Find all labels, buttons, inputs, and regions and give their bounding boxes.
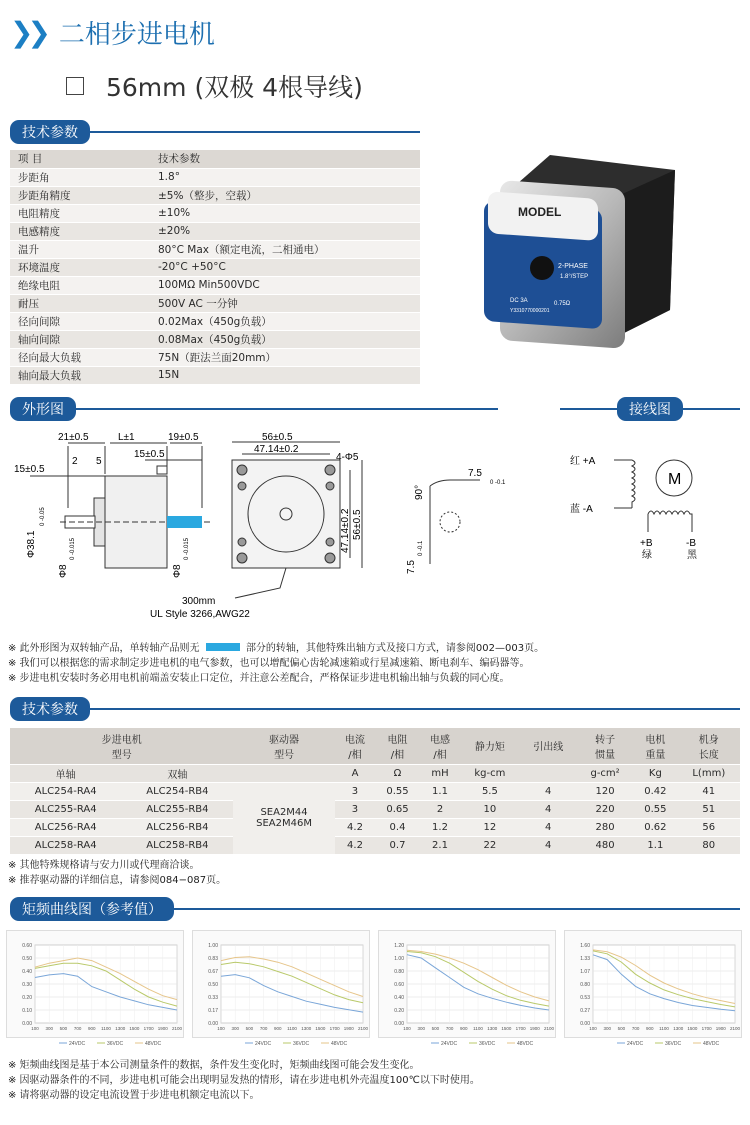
- cell: 4.2: [335, 818, 376, 836]
- spec-label: 轴向间隙: [10, 330, 150, 348]
- col-header: 静力矩: [460, 728, 519, 764]
- spec-label: 电感精度: [10, 222, 150, 240]
- x-tick-label: 2100: [543, 1026, 555, 1031]
- cell: 0.62: [633, 818, 677, 836]
- motor-phase-text: 2-PHASE: [558, 263, 588, 270]
- section-title: 接线图: [617, 397, 683, 421]
- unit-cell: kg-cm: [460, 764, 519, 782]
- cell: 4: [519, 782, 577, 800]
- x-tick-label: 700: [631, 1026, 640, 1031]
- dim-tolerance: 0 -0.1: [490, 480, 506, 486]
- unit-cell: A: [335, 764, 376, 782]
- note-line: ※ 请将驱动器的设定电流设置于步进电机额定电流以下。: [8, 1090, 260, 1101]
- cell: 2: [420, 800, 461, 818]
- cell: ALC254-RB4: [121, 782, 233, 800]
- wire-red-label: 红 +A: [570, 456, 596, 467]
- rear-shaft-highlight: [167, 516, 202, 528]
- y-tick-label: 0.10: [22, 1008, 32, 1014]
- y-tick-label: 0.80: [580, 982, 590, 988]
- section-title: 外形图: [10, 397, 76, 421]
- col-header: 转子 惯量: [577, 728, 633, 764]
- wire-black-label: 黑: [687, 550, 697, 561]
- spec-value: -20°C +50°C: [150, 258, 420, 276]
- col-header: 驱动器 型号: [233, 728, 334, 764]
- unit-cell: 单轴: [10, 764, 121, 782]
- legend-label: 24VDC: [441, 1041, 458, 1047]
- spec-row: [10, 204, 420, 222]
- cell: 2.1: [420, 836, 461, 854]
- unit-cell: 双轴: [121, 764, 233, 782]
- cell: 4.2: [335, 836, 376, 854]
- spec-row: [10, 150, 420, 168]
- cell: 120: [577, 782, 633, 800]
- spec-value: 1.8°: [150, 168, 420, 186]
- legend-label: 36VDC: [479, 1041, 496, 1047]
- y-tick-label: 0.40: [394, 995, 404, 1001]
- x-tick-label: 1300: [673, 1026, 684, 1031]
- legend-label: 48VDC: [703, 1041, 720, 1047]
- torque-curve-chart-2: [192, 930, 370, 1047]
- section-header-wiring: [560, 398, 740, 420]
- y-tick-label: 1.00: [394, 956, 404, 962]
- motor-model-text: MODEL: [518, 205, 562, 219]
- cell: 0.65: [375, 800, 419, 818]
- col-header: 引出线: [519, 728, 577, 764]
- x-tick-label: 2100: [171, 1026, 183, 1031]
- x-tick-label: 1100: [659, 1026, 669, 1031]
- table-row: [10, 836, 740, 854]
- motor-ohm-text: 0.75Ω: [554, 301, 571, 307]
- x-tick-label: 1900: [157, 1026, 168, 1031]
- x-tick-label: 1100: [473, 1026, 483, 1031]
- spec-value: 500V AC 一分钟: [150, 294, 420, 312]
- spec-row: [10, 348, 420, 366]
- cell: 280: [577, 818, 633, 836]
- cell: ALC254-RA4: [10, 782, 121, 800]
- cell: 480: [577, 836, 633, 854]
- spec-value: 75N（距法兰面20mm）: [150, 348, 420, 366]
- checkbox-icon: [66, 77, 84, 95]
- section-divider: [683, 408, 740, 410]
- torque-curve-chart-4: [564, 930, 742, 1047]
- dim-label: 56±0.5: [262, 432, 293, 443]
- legend-label: 24VDC: [255, 1041, 272, 1047]
- cell: 1.1: [633, 836, 677, 854]
- x-tick-label: 700: [259, 1026, 268, 1031]
- unit-cell: Ω: [375, 764, 419, 782]
- motor-symbol: M: [668, 471, 682, 488]
- wiring-diagram: [570, 440, 740, 570]
- spec-row: [10, 330, 420, 348]
- outline-notes: [8, 641, 743, 686]
- section-title: 矩频曲线图（参考值）: [10, 897, 174, 921]
- cell: 220: [577, 800, 633, 818]
- cell: ALC255-RA4: [10, 800, 121, 818]
- cell: 41: [678, 782, 740, 800]
- cell: ALC258-RB4: [121, 836, 233, 854]
- col-header: 电感 /相: [420, 728, 461, 764]
- model-table: [10, 728, 740, 855]
- y-tick-label: 1.60: [580, 943, 590, 949]
- spec-value: 技术参数: [150, 150, 420, 168]
- table-row: [10, 782, 740, 800]
- x-tick-label: 100: [31, 1026, 39, 1031]
- y-tick-label: 0.60: [394, 982, 404, 988]
- legend-label: 48VDC: [331, 1041, 348, 1047]
- y-tick-label: 1.20: [394, 943, 404, 949]
- x-tick-label: 300: [417, 1026, 425, 1031]
- cell: 4: [519, 818, 577, 836]
- y-tick-label: 0.20: [22, 995, 32, 1001]
- y-tick-label: 0.20: [394, 1008, 404, 1014]
- x-tick-label: 1500: [501, 1026, 512, 1031]
- legend-label: 48VDC: [145, 1041, 162, 1047]
- col-header: 电流 /相: [335, 728, 376, 764]
- dim-label: 47.14±0.2: [254, 444, 299, 455]
- x-tick-label: 1900: [529, 1026, 540, 1031]
- x-tick-label: 1300: [115, 1026, 126, 1031]
- section-divider: [174, 908, 740, 910]
- dim-label: 7.5: [468, 468, 482, 479]
- cell: 0.42: [633, 782, 677, 800]
- dim-tolerance: 0 -0.015: [184, 537, 190, 560]
- spec-label: 步距角精度: [10, 186, 150, 204]
- dim-label: Φ38.1: [26, 530, 37, 558]
- legend-label: 36VDC: [107, 1041, 124, 1047]
- unit-cell: L(mm): [678, 764, 740, 782]
- section-title: 技术参数: [10, 697, 90, 721]
- x-tick-label: 900: [460, 1026, 468, 1031]
- spec-table: [10, 150, 420, 385]
- table-header-row: [10, 728, 740, 764]
- spec-label: 步距角: [10, 168, 150, 186]
- x-tick-label: 1700: [701, 1026, 712, 1031]
- y-tick-label: 0.00: [394, 1021, 404, 1027]
- cell: 80: [678, 836, 740, 854]
- spec-value: ±5%（整步，空载）: [150, 186, 420, 204]
- driver-model: SEA2M46M: [256, 818, 312, 829]
- double-chevron-icon: ❯❯: [10, 16, 45, 49]
- x-tick-label: 2100: [729, 1026, 741, 1031]
- dim-label: 56±0.5: [352, 509, 363, 540]
- torque-curves: [6, 930, 742, 1047]
- cable-spec-label: UL Style 3266,AWG22: [150, 609, 250, 620]
- torque-curve-chart-1: [6, 930, 184, 1047]
- section-divider: [560, 408, 617, 410]
- y-tick-label: 1.33: [580, 956, 590, 962]
- x-tick-label: 100: [403, 1026, 411, 1031]
- x-tick-label: 500: [59, 1026, 68, 1031]
- x-tick-label: 1300: [301, 1026, 312, 1031]
- curve-notes: [8, 1058, 743, 1103]
- spec-label: 温升: [10, 240, 150, 258]
- wire-b-plus-label: +B: [640, 538, 653, 549]
- cell: 12: [460, 818, 519, 836]
- x-tick-label: 1300: [487, 1026, 498, 1031]
- spec-label: 轴向最大负载: [10, 366, 150, 384]
- x-tick-label: 1700: [143, 1026, 154, 1031]
- cell: ALC258-RA4: [10, 836, 121, 854]
- wire-green-label: 绿: [642, 550, 652, 561]
- section-divider: [90, 708, 740, 710]
- cell: 10: [460, 800, 519, 818]
- dim-label: 4-Φ5: [336, 452, 359, 463]
- y-tick-label: 0.60: [22, 943, 32, 949]
- cell: 1.1: [420, 782, 461, 800]
- dim-label: Φ8: [58, 564, 69, 578]
- spec-row: [10, 366, 420, 384]
- table-unit-row: [10, 764, 740, 782]
- x-tick-label: 1100: [287, 1026, 297, 1031]
- motor-serial-text: Y3310770000201: [510, 308, 550, 314]
- cell: 3: [335, 782, 376, 800]
- y-tick-label: 0.00: [208, 1021, 218, 1027]
- cell: 4: [519, 836, 577, 854]
- x-tick-label: 700: [73, 1026, 82, 1031]
- note-line: ※ 步进电机安装时务必用电机前端盖安装止口定位，并注意公差配合，严格保证步进电机输出轴与负载的同心度。: [8, 673, 510, 684]
- spec-label: 径向间隙: [10, 312, 150, 330]
- motor-dc-text: DC 3A: [510, 298, 528, 304]
- motor-step-text: 1.8°/STEP: [560, 274, 589, 280]
- legend-label: 36VDC: [665, 1041, 682, 1047]
- section-divider: [90, 131, 420, 133]
- wire-b-minus-label: -B: [686, 538, 696, 549]
- section-header-outline: [10, 398, 498, 420]
- subtitle-block: [66, 68, 363, 104]
- legend-label: 24VDC: [69, 1041, 86, 1047]
- dim-label: Φ8: [172, 564, 183, 578]
- section-divider: [76, 408, 498, 410]
- outline-drawing: [10, 428, 520, 628]
- unit-cell: Kg: [633, 764, 677, 782]
- y-tick-label: 0.00: [22, 1021, 32, 1027]
- cell: 56: [678, 818, 740, 836]
- driver-model: SEA2M44: [260, 807, 308, 818]
- cell: 0.4: [375, 818, 419, 836]
- dim-label: 2: [72, 456, 78, 467]
- dim-label: 21±0.5: [58, 432, 89, 443]
- unit-cell: g-cm²: [577, 764, 633, 782]
- x-tick-label: 100: [589, 1026, 597, 1031]
- col-header: 电机 重量: [633, 728, 677, 764]
- col-header: 步进电机 型号: [10, 728, 233, 764]
- x-tick-label: 300: [45, 1026, 53, 1031]
- spec-value: 0.02Max（450g负载）: [150, 312, 420, 330]
- x-tick-label: 1700: [515, 1026, 526, 1031]
- x-tick-label: 700: [445, 1026, 454, 1031]
- motor-photo: [470, 150, 680, 340]
- model-notes: [8, 858, 226, 888]
- note-line: ※ 矩频曲线图是基于本公司测量条件的数据，条件发生变化时，矩频曲线图可能会发生变化。: [8, 1060, 420, 1071]
- spec-label: 绝缘电阻: [10, 276, 150, 294]
- spec-value: 80°C Max（额定电流，二相通电）: [150, 240, 420, 258]
- x-tick-label: 500: [617, 1026, 626, 1031]
- cell: ALC255-RB4: [121, 800, 233, 818]
- x-tick-label: 1700: [329, 1026, 340, 1031]
- cell: 1.2: [420, 818, 461, 836]
- y-tick-label: 1.07: [580, 969, 590, 975]
- cell: 51: [678, 800, 740, 818]
- table-row: [10, 800, 740, 818]
- x-tick-label: 1500: [315, 1026, 326, 1031]
- y-tick-label: 0.83: [208, 956, 218, 962]
- x-tick-label: 1100: [101, 1026, 111, 1031]
- spec-row: [10, 240, 420, 258]
- dim-tolerance: 0 -0.05: [40, 507, 46, 526]
- x-tick-label: 500: [245, 1026, 254, 1031]
- spec-label: 电阻精度: [10, 204, 150, 222]
- y-tick-label: 0.53: [580, 995, 590, 1001]
- wire-blue-label: 蓝 -A: [570, 504, 593, 515]
- x-tick-label: 900: [646, 1026, 654, 1031]
- x-tick-label: 1900: [343, 1026, 354, 1031]
- section-header-specs: [10, 121, 420, 143]
- note-line: ※ 我们可以根据您的需求制定步进电机的电气参数，也可以增配偏心齿轮减速箱或行星减速箱、断电刹车、编码器等。: [8, 658, 530, 669]
- x-tick-label: 300: [231, 1026, 239, 1031]
- page-title-block: [10, 14, 215, 51]
- cell: 22: [460, 836, 519, 854]
- note-line: ※ 因驱动器条件的不同，步进电机可能会出现明显发热的情形，请在步进电机外壳温度100℃以下时使用。: [8, 1075, 480, 1086]
- section-title: 技术参数: [10, 120, 90, 144]
- dim-label: 19±0.5: [168, 432, 199, 443]
- x-tick-label: 900: [274, 1026, 282, 1031]
- unit-cell: [233, 764, 334, 782]
- dim-label: 47.14±0.2: [340, 508, 351, 553]
- x-tick-label: 2100: [357, 1026, 369, 1031]
- dim-label: 7.5: [406, 560, 417, 574]
- cell: 0.55: [375, 782, 419, 800]
- cell: ALC256-RB4: [121, 818, 233, 836]
- y-tick-label: 0.30: [22, 982, 32, 988]
- y-tick-label: 0.50: [208, 982, 218, 988]
- dim-label: 15±0.5: [14, 464, 45, 475]
- spec-label: 耐压: [10, 294, 150, 312]
- spec-row: [10, 276, 420, 294]
- unit-cell: mH: [420, 764, 461, 782]
- spec-value: ±10%: [150, 204, 420, 222]
- spec-row: [10, 222, 420, 240]
- cell: 3: [335, 800, 376, 818]
- spec-value: 15N: [150, 366, 420, 384]
- cable-length-label: 300mm: [182, 596, 216, 607]
- cell: ALC256-RA4: [10, 818, 121, 836]
- dim-label: 90°: [414, 484, 425, 500]
- spec-value: ±20%: [150, 222, 420, 240]
- spec-label: 环境温度: [10, 258, 150, 276]
- x-tick-label: 500: [431, 1026, 440, 1031]
- spec-row: [10, 258, 420, 276]
- dim-label: L±1: [118, 432, 135, 443]
- dim-tolerance: 0 -0.015: [70, 537, 76, 560]
- section-header-models: [10, 698, 740, 720]
- table-row: [10, 818, 740, 836]
- spec-label: 项 目: [10, 150, 150, 168]
- cell: 4: [519, 800, 577, 818]
- cell: 5.5: [460, 782, 519, 800]
- spec-row: [10, 168, 420, 186]
- col-header: 电阻 /相: [375, 728, 419, 764]
- torque-curve-chart-3: [378, 930, 556, 1047]
- note-line: ※ 推荐驱动器的详细信息，请参阅084−087页。: [8, 875, 227, 886]
- unit-cell: [519, 764, 577, 782]
- y-tick-label: 0.27: [580, 1008, 590, 1014]
- dim-label: 15±0.5: [134, 449, 165, 460]
- x-tick-label: 1500: [129, 1026, 140, 1031]
- spec-value: 0.08Max（450g负载）: [150, 330, 420, 348]
- y-tick-label: 0.40: [22, 969, 32, 975]
- y-tick-label: 0.80: [394, 969, 404, 975]
- note-line: ※ 其他特殊规格请与安力川或代理商洽谈。: [8, 860, 200, 871]
- x-tick-label: 900: [88, 1026, 96, 1031]
- x-tick-label: 1500: [687, 1026, 698, 1031]
- page-subtitle: 56mm (双极 4根导线): [106, 73, 363, 102]
- note-text: 部分的转轴，其他特殊出轴方式及接口方式，请参阅002—003页。: [245, 643, 545, 654]
- y-tick-label: 0.17: [208, 1008, 218, 1014]
- x-tick-label: 100: [217, 1026, 225, 1031]
- driver-cell: [233, 782, 334, 854]
- section-header-curves: [10, 898, 740, 920]
- cell: 0.7: [375, 836, 419, 854]
- shaft-color-swatch: [206, 643, 240, 651]
- x-tick-label: 1900: [715, 1026, 726, 1031]
- page-title: 二相步进电机: [58, 20, 215, 50]
- y-tick-label: 1.00: [208, 943, 218, 949]
- legend-label: 24VDC: [627, 1041, 644, 1047]
- x-tick-label: 300: [603, 1026, 611, 1031]
- y-tick-label: 0.67: [208, 969, 218, 975]
- spec-row: [10, 312, 420, 330]
- spec-row: [10, 294, 420, 312]
- y-tick-label: 0.00: [580, 1021, 590, 1027]
- dim-label: 5: [96, 456, 102, 467]
- col-header: 机身 长度: [678, 728, 740, 764]
- y-tick-label: 0.33: [208, 995, 218, 1001]
- cell: 0.55: [633, 800, 677, 818]
- spec-value: 100MΩ Min500VDC: [150, 276, 420, 294]
- spec-row: [10, 186, 420, 204]
- note-line: [8, 641, 743, 656]
- y-tick-label: 0.50: [22, 956, 32, 962]
- legend-label: 48VDC: [517, 1041, 534, 1047]
- dim-tolerance: 0 -0.1: [418, 540, 424, 556]
- spec-label: 径向最大负载: [10, 348, 150, 366]
- legend-label: 36VDC: [293, 1041, 310, 1047]
- note-text: ※ 此外形图为双转轴产品，单转轴产品则无: [8, 643, 200, 654]
